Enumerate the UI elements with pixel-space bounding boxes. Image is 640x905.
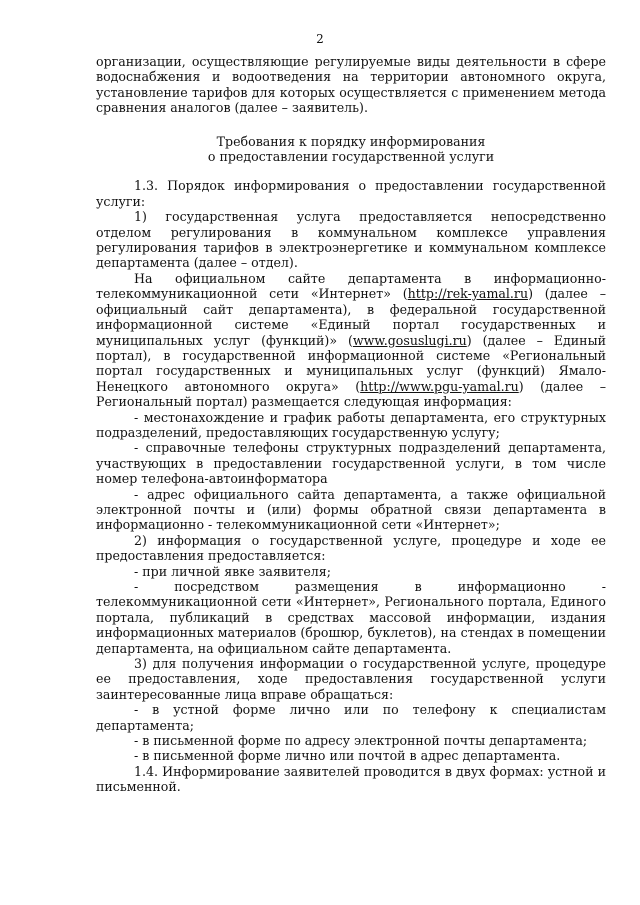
document-body <box>96 54 606 795</box>
bullet-website-address: - адрес официального сайта департамента, а также официальной электронной почты и (или) формы обратной связи департамента в информационно - телекоммуникационной сети «Интернет»; <box>96 486 606 533</box>
page-number: 2 <box>316 32 324 46</box>
paragraph-item-3: 3) для получения информации о государственной услуге, процедуре ее предоставления, ходе предоставления государственной услуги заинтересованные лица вправе обращаться: <box>96 656 606 702</box>
bullet-phones: - справочные телефоны структурных подразделений департамента, участвующих в предоставлении государственной услуги, в том числе номер телефона-автоинформатора <box>96 440 606 487</box>
paragraph-item-1: 1) государственная услуга предоставляется непосредственно отделом регулирования в коммунальном комплексе управления регулирования тарифов в электроэнергетике и коммунальном комплексе департамента (далее – отдел). <box>96 209 606 271</box>
section-heading-line-2: о предоставлении государственной услуги <box>207 149 495 165</box>
websites-text-b: ) (далее – официальный сайт департамента), в федеральной государственной информационной системе «Единый портал государственных и муниципальных услуг (функций)» ( <box>96 286 606 348</box>
item-3-oral: - в устной форме лично или по телефону к специалистам департамента; <box>96 702 606 733</box>
link-gosuslugi[interactable]: www.gosuslugi.ru <box>352 332 467 348</box>
link-rek-yamal[interactable]: http://rek-yamal.ru <box>407 286 529 302</box>
paragraph-1-3: 1.3. Порядок информирования о предоставлении государственной услуги: <box>96 178 606 209</box>
paragraph-item-2: 2) информация о государственной услуге, процедуре и ходе ее предоставления предоставляется: <box>96 532 606 564</box>
section-heading-line-1: Требования к порядку информирования <box>216 133 486 149</box>
websites-text-d: ) (далее – Региональный портал) размещается следующая информация: <box>96 378 606 410</box>
item-2-publication: - посредством размещения в информационно - телекоммуникационной сети «Интернет», Регионального портала, Единого портала, публикаций в средствах массовой информации, издания информационных материалов (брошюр, буклетов), на стендах в помещении департамента, на официальном сайте департамента. <box>96 579 606 656</box>
item-2-personal-visit: - при личной явке заявителя; <box>134 563 331 579</box>
intro-paragraph: организации, осуществляющие регулируемые виды деятельности в сфере водоснабжения и водоотведения на территории автономного округа, установление тарифов для которых осуществляется с применением метода сравнения аналогов (далее – заявитель). <box>96 54 606 116</box>
item-3-email: - в письменной форме по адресу электронной почты департамента; <box>134 733 588 749</box>
item-3-written: - в письменной форме лично или почтой в адрес департамента. <box>134 748 561 764</box>
bullet-location: - местонахождение и график работы департамента, его структурных подразделений, предоставляющих государственную услугу; <box>96 409 606 440</box>
paragraph-1-4: 1.4. Информирование заявителей проводится в двух формах: устной и письменной. <box>96 763 606 795</box>
paragraph-websites <box>96 271 606 410</box>
link-pgu-yamal[interactable]: http://www.pgu-yamal.ru <box>360 378 519 394</box>
websites-text-c: ) (далее – Единый портал), в государственной информационной системе «Региональный портал государственных и муниципальных услуг (функций) Ямало-Ненецкого автономного округа» ( <box>96 332 606 394</box>
websites-text-a: На официальном сайте департамента в информационно-телекоммуникационной сети «Интернет» ( <box>96 270 606 302</box>
